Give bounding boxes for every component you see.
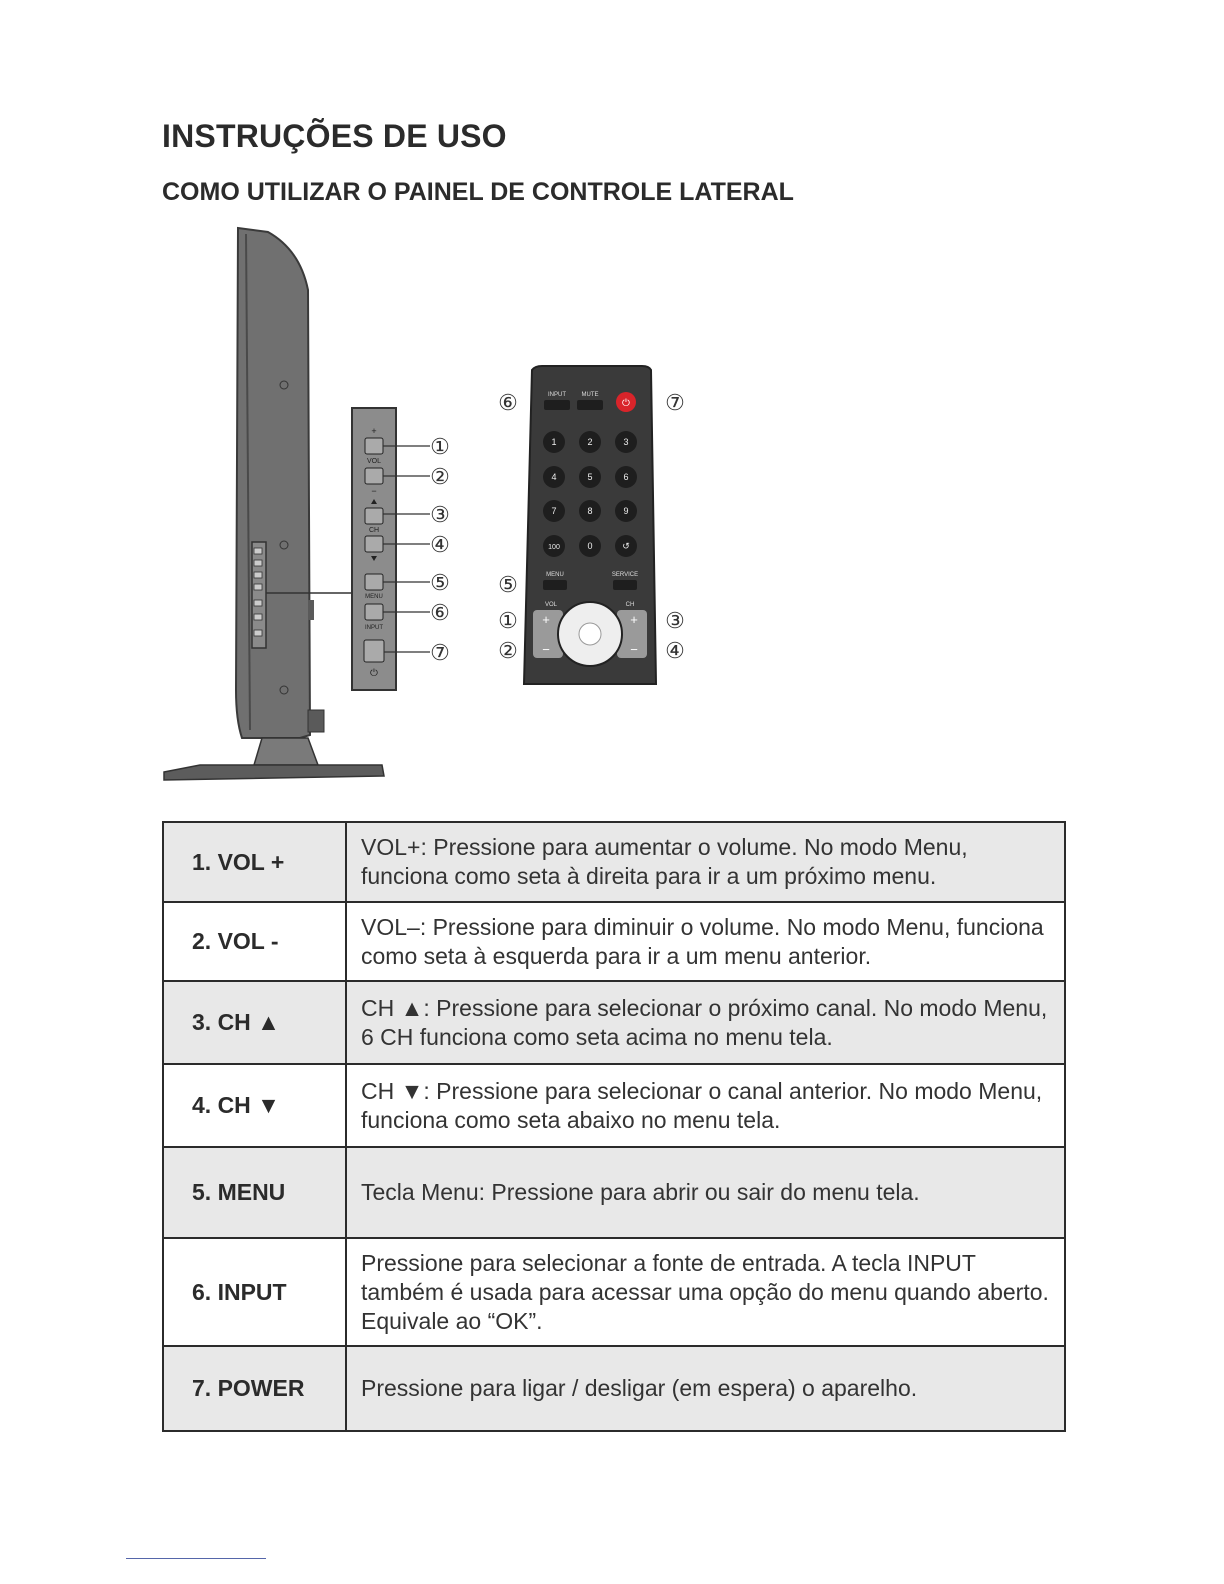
row-description: CH ▲: Pressione para selecionar o próximo canal. No modo Menu, 6 CH funciona como seta acima no menu tela. (346, 981, 1065, 1064)
remote-key-5: 5 (587, 472, 593, 482)
panel-minus-label: − (371, 486, 377, 496)
remote-key-9: 9 (623, 506, 629, 516)
remote-ch-minus: − (630, 642, 638, 657)
page-title: INSTRUÇÕES DE USO (162, 118, 507, 154)
panel-vol-label: VOL (366, 458, 382, 465)
remote-callout-3: ③ (665, 608, 685, 633)
row-key: 5. MENU (163, 1147, 346, 1238)
panel-menu-label: MENU (365, 594, 383, 600)
svg-text:⏻: ⏻ (622, 398, 630, 409)
row-key: 2. VOL - (163, 902, 346, 981)
remote-callout-1: ① (498, 608, 518, 633)
panel-plus-label: + (371, 426, 377, 436)
table-row (163, 902, 1065, 981)
row-description: VOL+: Pressione para aumentar o volume. No modo Menu, funciona como seta à direita para ir a um próximo menu. (346, 822, 1065, 902)
remote-ch-label: CH (625, 602, 635, 608)
remote-key-7: 7 (551, 506, 557, 516)
callout-2: ② (430, 464, 450, 489)
table-row (163, 822, 1065, 902)
panel-power-label: ⏻ (370, 668, 378, 679)
table-row (163, 1064, 1065, 1147)
control-panel-illustration (150, 220, 710, 790)
table-row (163, 1147, 1065, 1238)
remote-service-label: SERVICE (611, 572, 639, 578)
row-description: Pressione para ligar / desligar (em espera) o aparelho. (346, 1346, 1065, 1431)
remote-key-6: 6 (623, 472, 629, 482)
callout-3: ③ (430, 502, 450, 527)
table-row (163, 1238, 1065, 1346)
remote-callout-7: ⑦ (665, 390, 685, 415)
table-row (163, 1346, 1065, 1431)
side-panel-zoom (352, 408, 450, 690)
callout-5: ⑤ (430, 570, 450, 595)
remote-control (498, 366, 685, 684)
remote-ch-plus: + (630, 612, 638, 627)
callout-4: ④ (430, 532, 450, 557)
row-key: 3. CH ▲ (163, 981, 346, 1064)
controls-table (162, 821, 1066, 1432)
remote-key-3: 3 (623, 437, 629, 447)
remote-vol-label: VOL (544, 602, 558, 608)
callout-1: ① (430, 434, 450, 459)
remote-key-4: 4 (551, 472, 557, 482)
callout-6: ⑥ (430, 600, 450, 625)
callout-7: ⑦ (430, 640, 450, 665)
remote-mute-label: MUTE (581, 392, 599, 398)
remote-callout-5: ⑤ (498, 572, 518, 597)
row-key: 4. CH ▼ (163, 1064, 346, 1147)
panel-input-label: INPUT (365, 625, 383, 631)
row-key: 1. VOL + (163, 822, 346, 902)
remote-key-100: 100 (548, 544, 560, 551)
row-key: 6. INPUT (163, 1238, 346, 1346)
footer-divider (126, 1558, 266, 1559)
section-title: COMO UTILIZAR O PAINEL DE CONTROLE LATERAL (162, 178, 794, 206)
panel-ch-label: CH (368, 527, 380, 534)
remote-key-2: 2 (587, 437, 593, 447)
table-row (163, 981, 1065, 1064)
remote-callout-6: ⑥ (498, 390, 518, 415)
remote-callout-4: ④ (665, 638, 685, 663)
remote-key-return: ↺ (622, 541, 630, 551)
remote-key-0: 0 (587, 541, 593, 551)
row-description: CH ▼: Pressione para selecionar o canal anterior. No modo Menu, funciona como seta abaixo no menu tela. (346, 1064, 1065, 1147)
row-key: 7. POWER (163, 1346, 346, 1431)
remote-input-label: INPUT (548, 392, 566, 398)
remote-vol-plus: + (542, 612, 550, 627)
remote-menu-label: MENU (546, 572, 564, 578)
remote-key-8: 8 (587, 506, 593, 516)
remote-vol-minus: − (542, 642, 550, 657)
remote-callout-2: ② (498, 638, 518, 663)
row-description: VOL–: Pressione para diminuir o volume. No modo Menu, funciona como seta à esquerda para ir a um menu anterior. (346, 902, 1065, 981)
remote-key-1: 1 (551, 437, 557, 447)
row-description: Tecla Menu: Pressione para abrir ou sair do menu tela. (346, 1147, 1065, 1238)
row-description: Pressione para selecionar a fonte de entrada. A tecla INPUT também é usada para acessar uma opção do menu quando aberto. Equivale ao “OK”. (346, 1238, 1065, 1346)
